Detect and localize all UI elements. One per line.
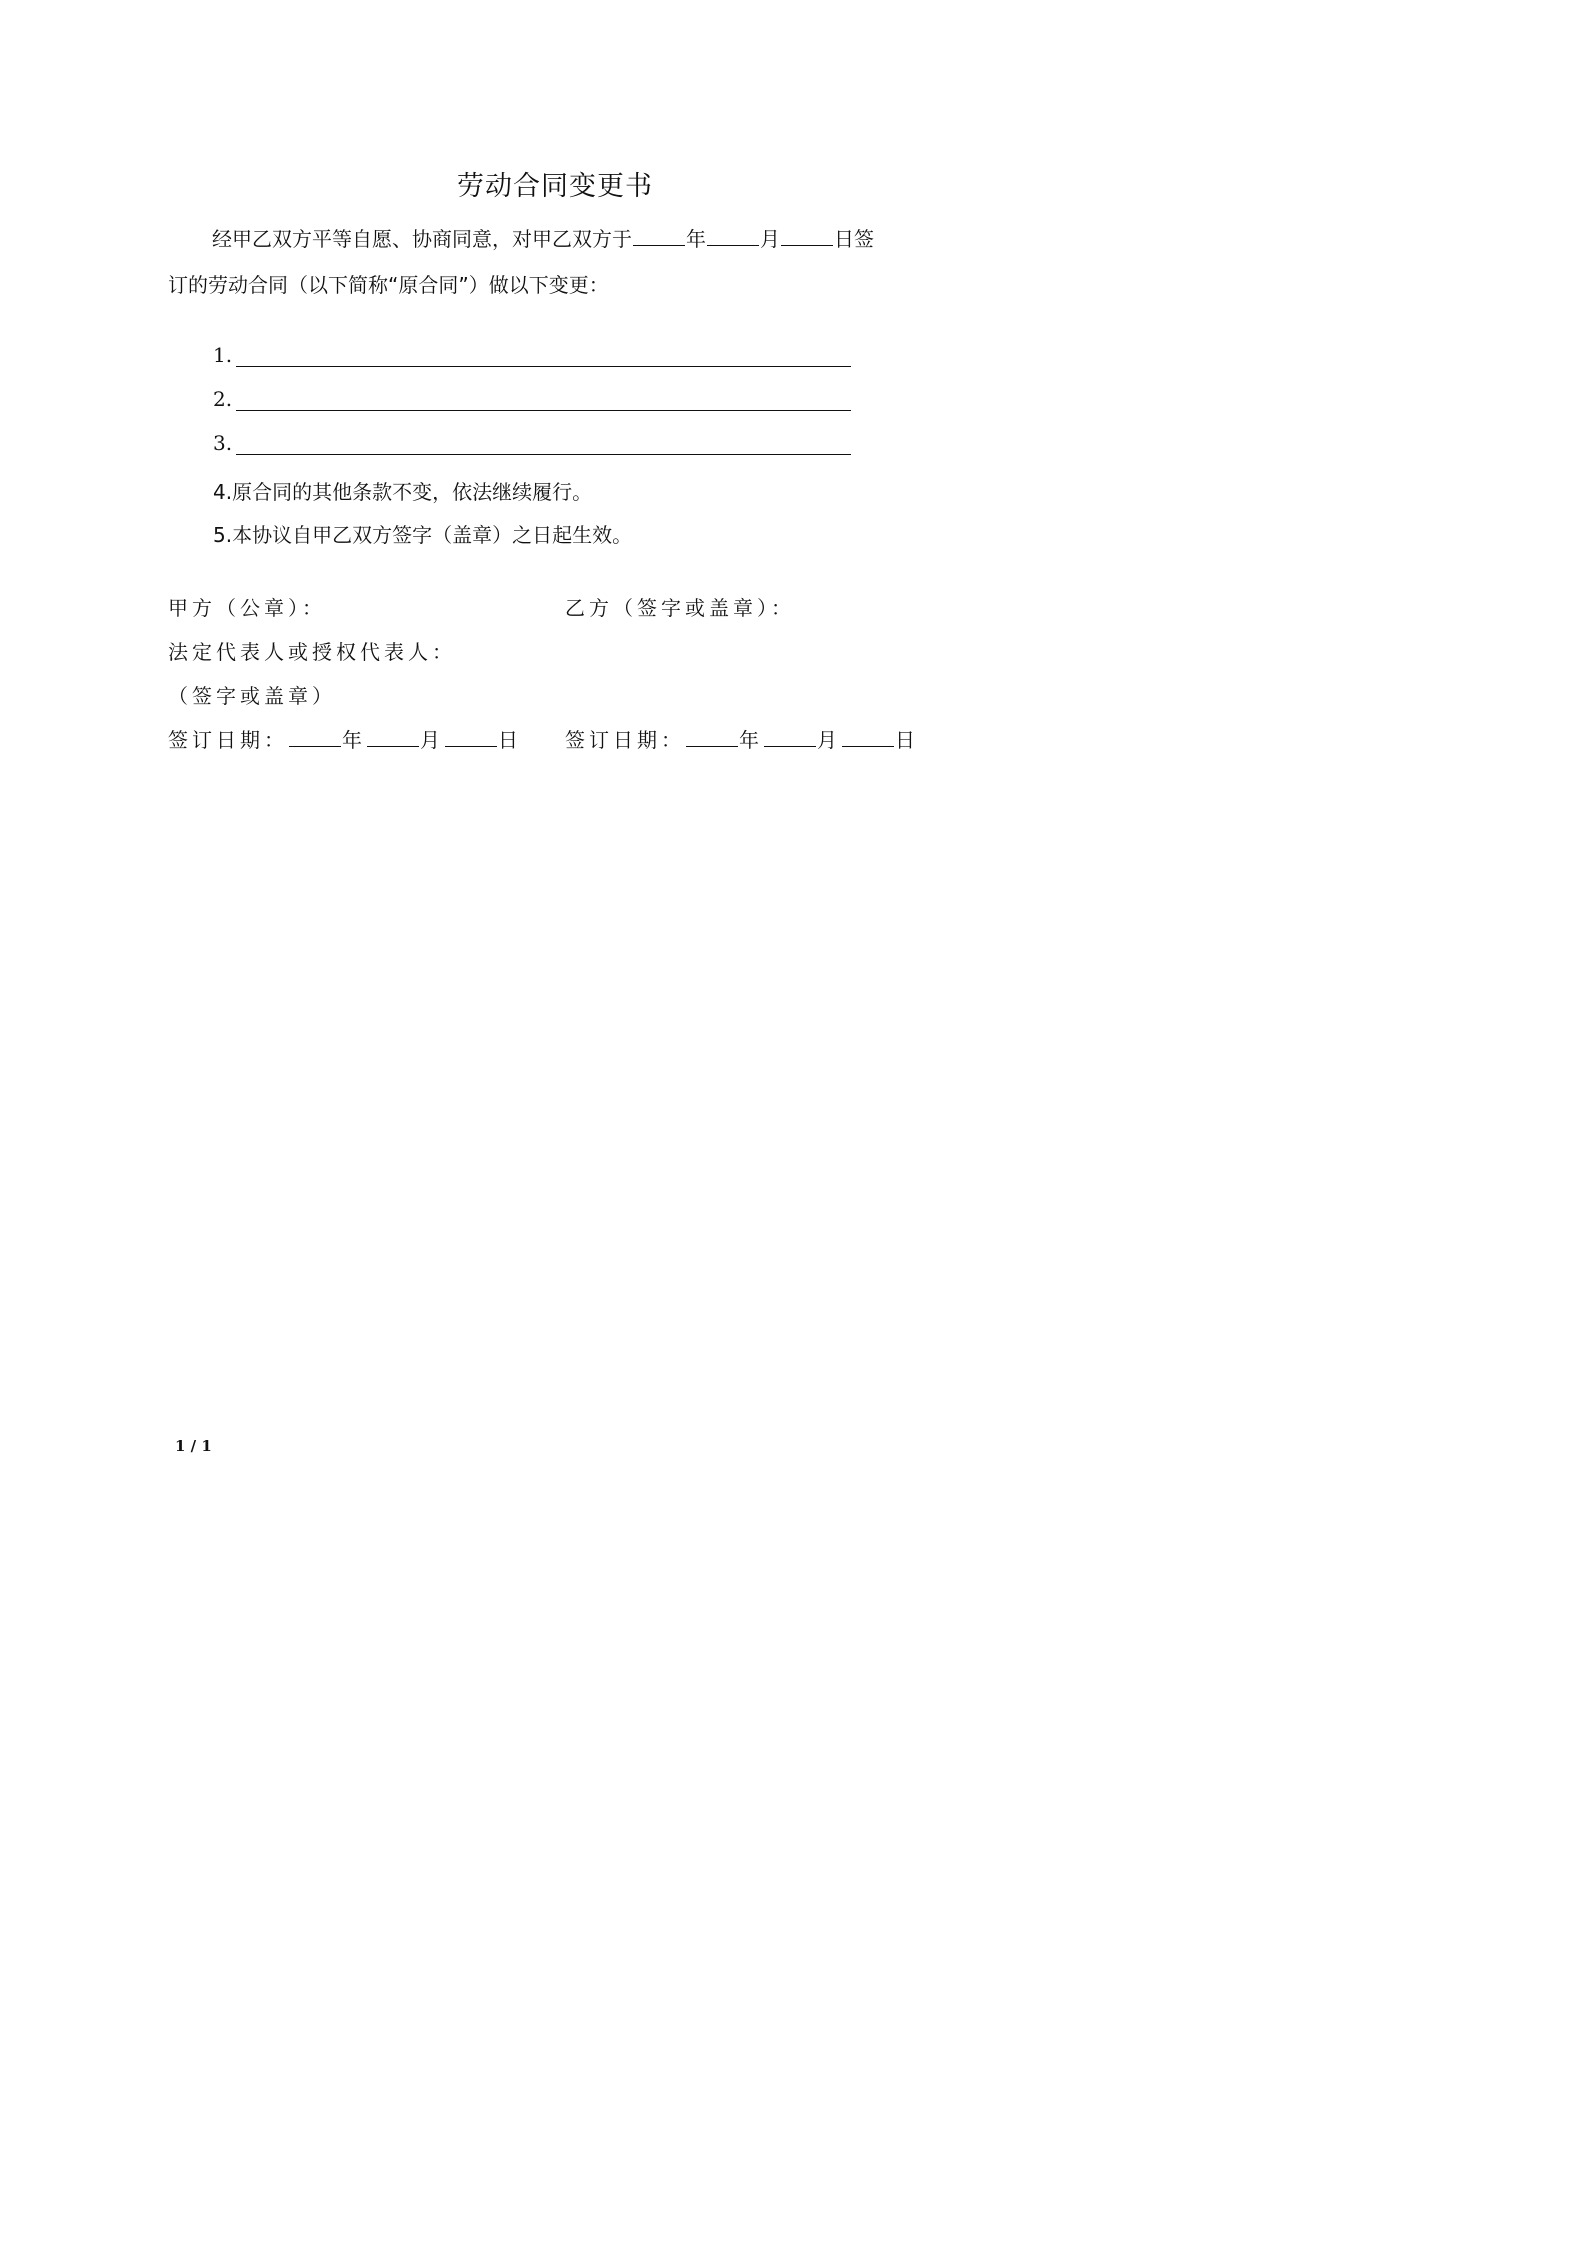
intro-year-label: 年 (686, 227, 706, 251)
item-number: 1. (213, 343, 233, 367)
intro-month-blank[interactable] (707, 227, 759, 246)
change-item-3 (213, 431, 851, 461)
party-a-year-blank[interactable] (289, 728, 341, 747)
item-number: 2. (213, 387, 233, 411)
change-item-1 (213, 343, 851, 373)
intro-day-label: 日签 (834, 227, 874, 251)
party-b-date (565, 724, 919, 753)
party-a-day-blank[interactable] (445, 728, 497, 747)
day-label: 日 (895, 728, 919, 752)
intro-text: 经甲乙双方平等自愿、协商同意，对甲乙双方于 (212, 227, 632, 251)
month-label: 月 (817, 728, 841, 752)
date-label: 签订日期： (565, 728, 685, 752)
party-a-date (168, 724, 522, 753)
change-item-2 (213, 387, 851, 417)
party-b-label: 乙方（签字或盖章）： (565, 596, 795, 620)
year-label: 年 (342, 728, 366, 752)
party-a-sign-note: （签字或盖章） (168, 684, 336, 708)
item-number: 3. (213, 431, 233, 455)
item-fill-line[interactable] (236, 432, 851, 455)
year-label: 年 (739, 728, 763, 752)
intro-day-blank[interactable] (781, 227, 833, 246)
intro-paragraph (168, 216, 948, 308)
party-a-representative: 法定代表人或授权代表人： (168, 640, 456, 664)
month-label: 月 (420, 728, 444, 752)
intro-line2: 订的劳动合同（以下简称“原合同”）做以下变更： (168, 273, 609, 297)
party-b-year-blank[interactable] (686, 728, 738, 747)
intro-month-label: 月 (760, 227, 780, 251)
item-fill-line[interactable] (236, 388, 851, 411)
page-number: 1 / 1 (175, 1437, 212, 1455)
party-a-month-blank[interactable] (367, 728, 419, 747)
date-label: 签订日期： (168, 728, 288, 752)
document-title: 劳动合同变更书 (457, 171, 653, 202)
day-label: 日 (498, 728, 522, 752)
clause-4: 4.原合同的其他条款不变，依法继续履行。 (213, 480, 593, 504)
party-b-day-blank[interactable] (842, 728, 894, 747)
clause-5: 5.本协议自甲乙双方签字（盖章）之日起生效。 (213, 523, 633, 547)
party-b-month-blank[interactable] (764, 728, 816, 747)
item-fill-line[interactable] (236, 344, 851, 367)
document-page (0, 0, 1100, 1556)
intro-year-blank[interactable] (633, 227, 685, 246)
party-a-label: 甲方（公章）： (168, 596, 326, 620)
